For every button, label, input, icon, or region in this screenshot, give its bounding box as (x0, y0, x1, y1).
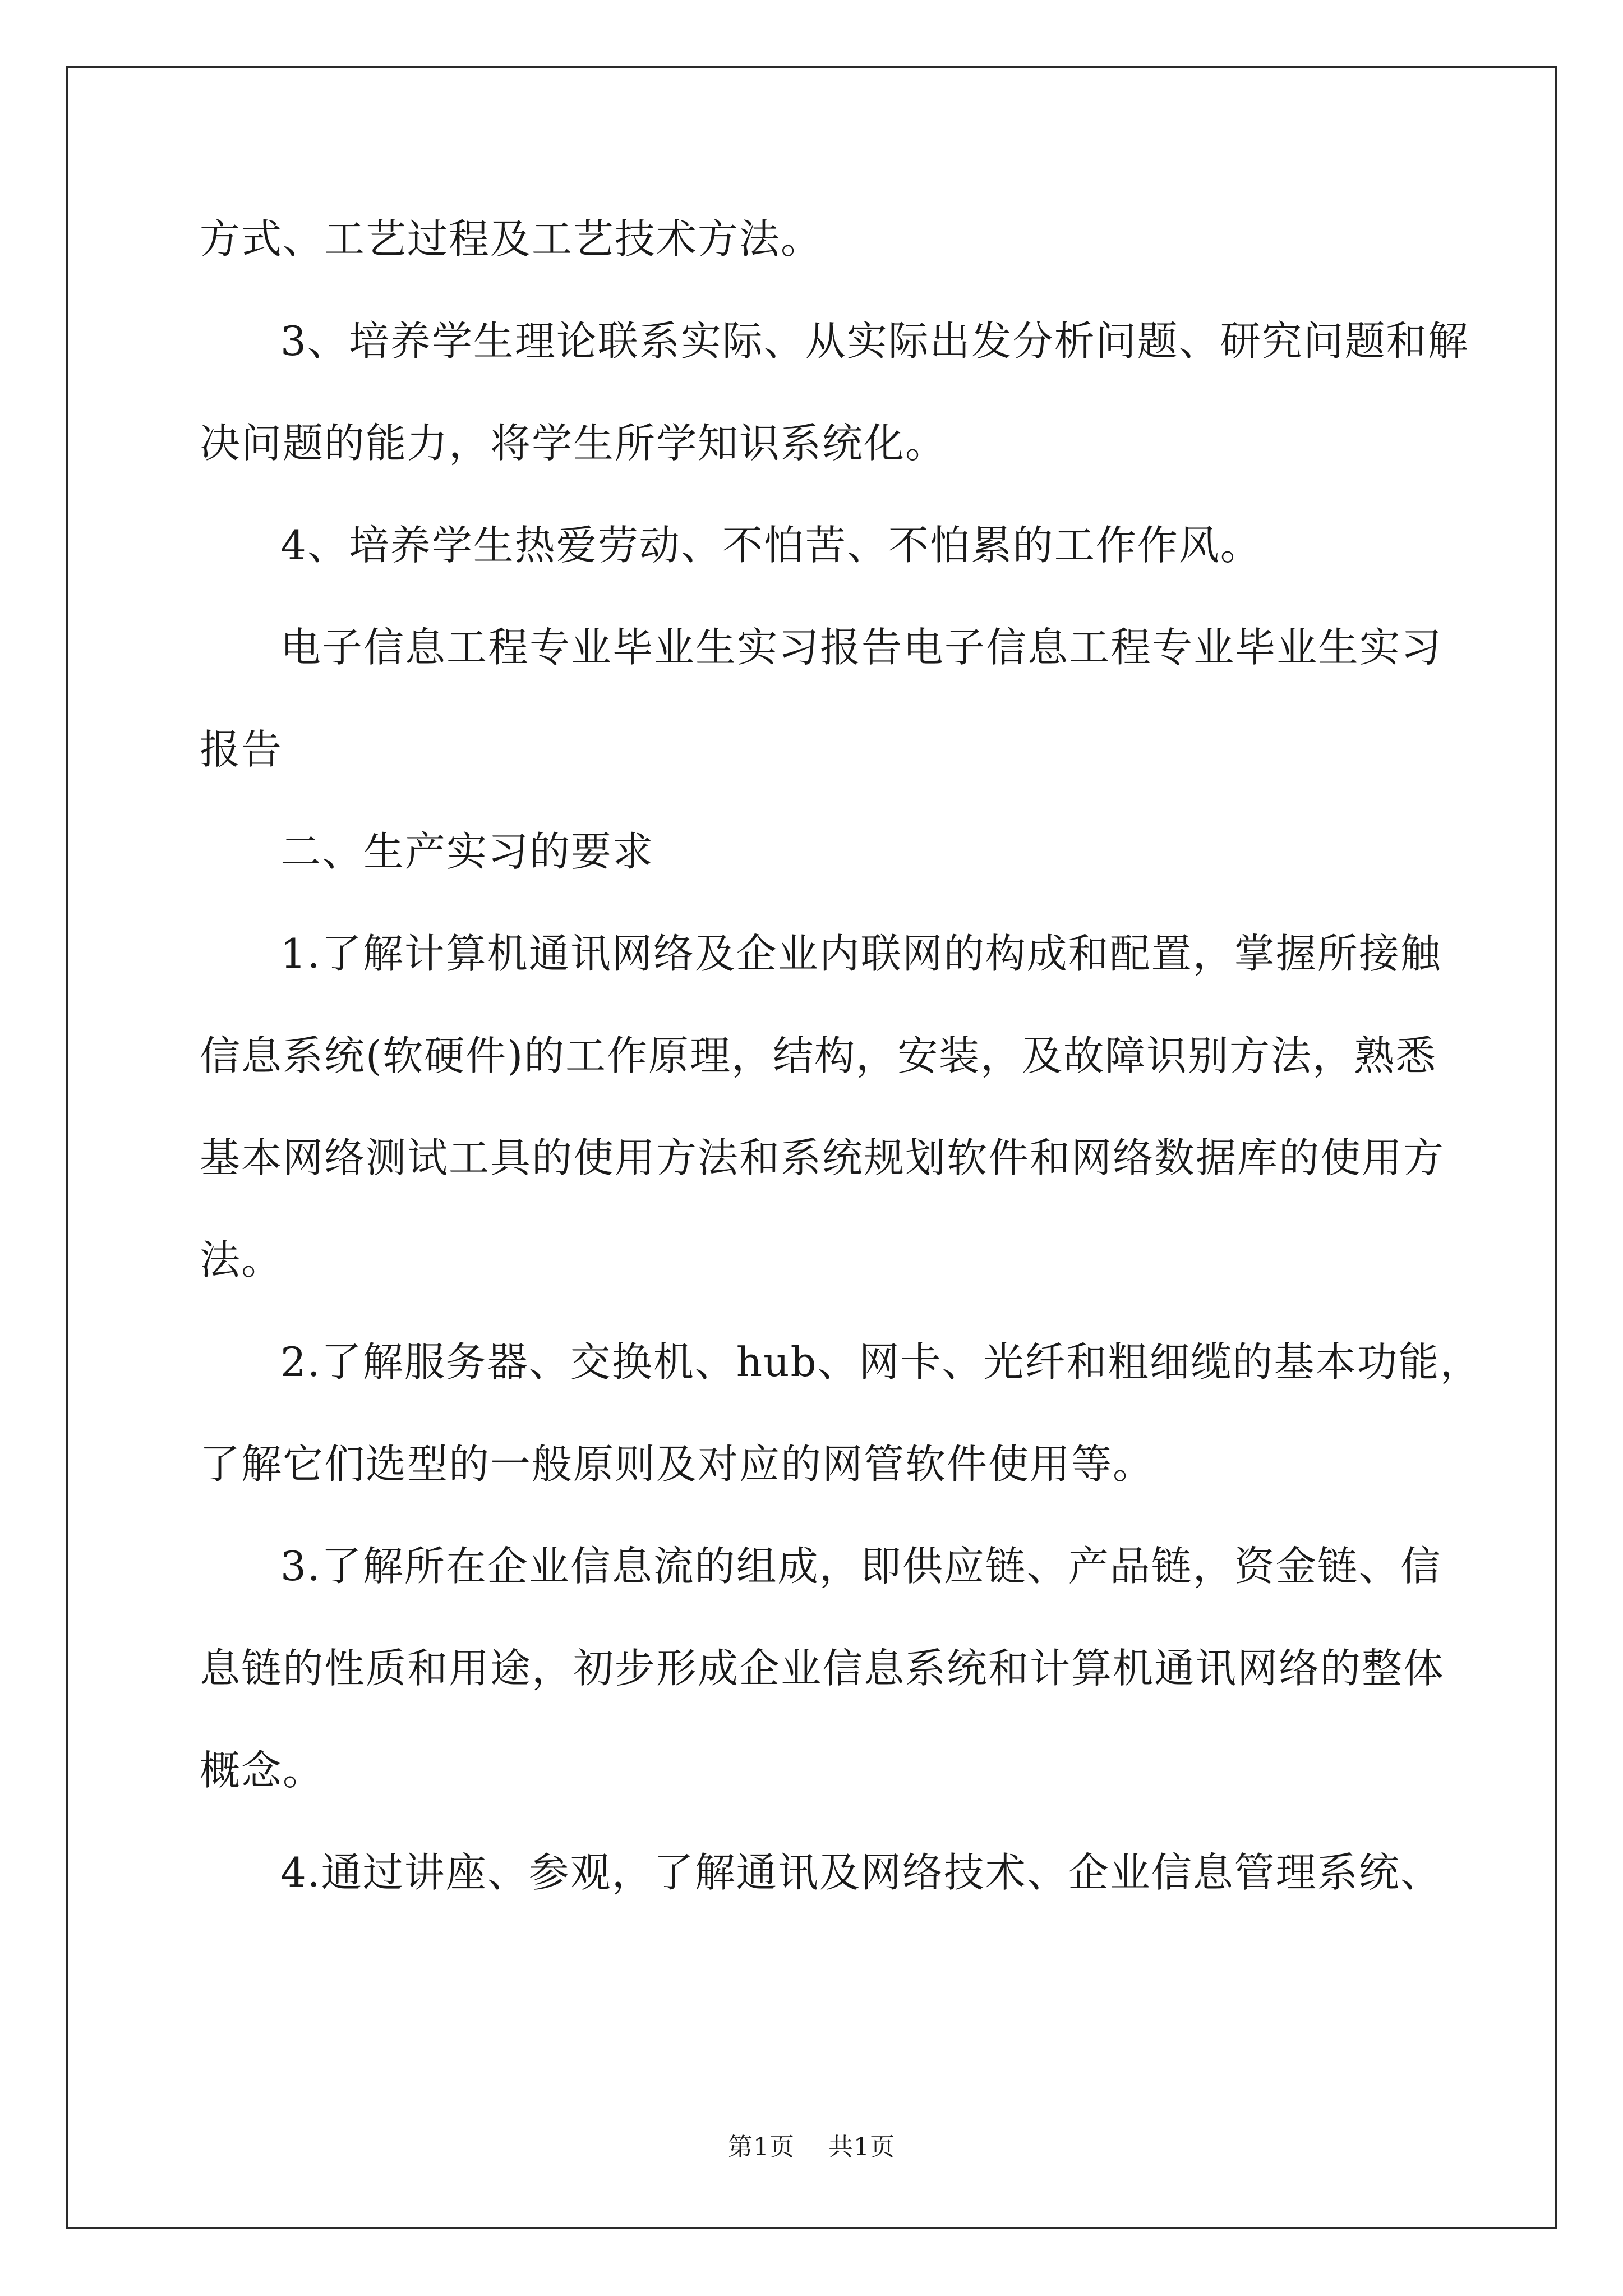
text-line: 概念。 (200, 1747, 325, 1794)
page-number-current: 第1页 (728, 2133, 795, 2161)
text-line: 基本网络测试工具的使用方法和系统规划软件和网络数据库的使用方 (200, 1134, 1445, 1181)
text-line: 2.了解服务器、交换机、hub、网卡、光纤和粗细缆的基本功能， (280, 1338, 1482, 1386)
document-body (200, 213, 1482, 1949)
text-line: 了解它们选型的一般原则及对应的网管软件使用等。 (200, 1441, 1155, 1488)
text-line: 信息系统(软硬件)的工作原理，结构，安装，及故障识别方法，熟悉 (200, 1032, 1437, 1079)
page-footer (0, 2132, 1623, 2163)
text-line: 1.了解计算机通讯网络及企业内联网的构成和配置，掌握所接触 (280, 930, 1442, 977)
text-line: 法。 (200, 1236, 283, 1283)
text-line: 4.通过讲座、参观，了解通讯及网络技术、企业信息管理系统、 (280, 1849, 1442, 1896)
text-line: 3、培养学生理论联系实际、从实际出发分析问题、研究问题和解 (280, 318, 1469, 365)
text-line: 电子信息工程专业毕业生实习报告电子信息工程专业毕业生实习 (280, 624, 1443, 671)
text-line: 方式、工艺过程及工艺技术方法。 (200, 215, 823, 263)
text-line: 息链的性质和用途，初步形成企业信息系统和计算机通讯网络的整体 (200, 1645, 1445, 1692)
text-line: 决问题的能力，将学生所学知识系统化。 (200, 420, 947, 467)
text-line: 4、培养学生热爱劳动、不怕苦、不怕累的工作作风。 (280, 522, 1262, 569)
text-line: 3.了解所在企业信息流的组成，即供应链、产品链，资金链、信 (280, 1543, 1442, 1590)
page-number-total: 共1页 (828, 2133, 895, 2161)
section-heading: 二、生产实习的要求 (280, 828, 654, 875)
text-line: 报告 (200, 726, 283, 773)
